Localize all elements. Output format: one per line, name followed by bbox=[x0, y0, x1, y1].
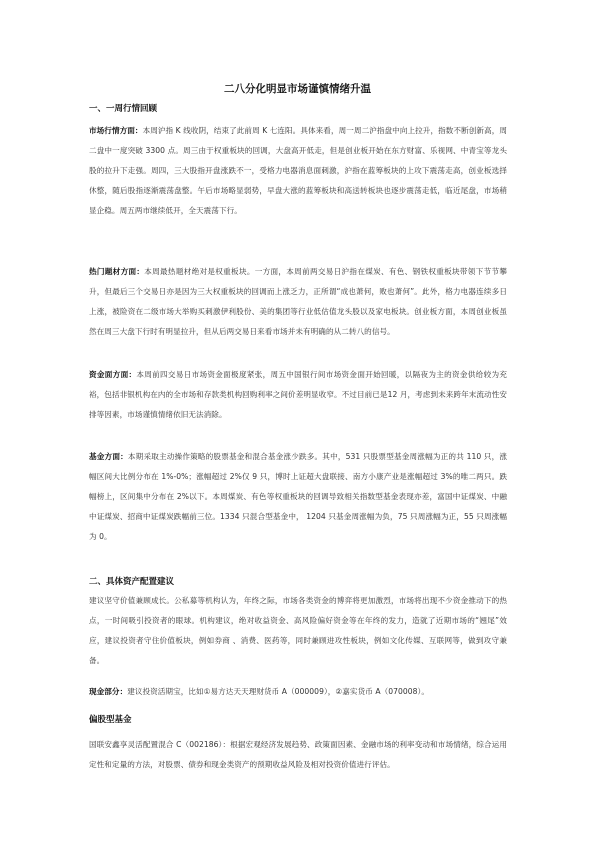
paragraph-lead-capital: 资金面方面： bbox=[89, 370, 137, 379]
paragraph-hot-topics bbox=[89, 262, 507, 342]
paragraph-text-fund: 本期采取主动操作策略的股票基金和混合基金涨少跌多。其中，531 只股票型基金周涨幅为正的共 110 只，涨幅区间大比例分布在 1%-0%；涨幅超过 2%仅 9 只，博时上证超大盘联接、南方小康产业是涨幅超过 3%的唯二两只。跌幅榜上，区间集中分布在 2%以下。本周煤炭、有色等权重板块的回调导致相关指数型基金表现亦差，富国中证煤炭、中融中证煤炭、招商中证煤炭跌幅前三位。1334 只混合型基金中， 1204 只基金周涨幅为负，75 只周涨幅为正，55 只周涨幅为 0。 bbox=[89, 452, 508, 541]
paragraph-cash bbox=[89, 682, 507, 702]
paragraph-equity-fund: 国联安鑫享灵活配置混合 C（002186）：根据宏观经济发展趋势、政策面因素、金融市场的利率变动和市场情绪，综合运用定性和定量的方法，对股票、债券和现金类资产的预期收益风险及相对投资价值进行评估。 bbox=[89, 740, 507, 769]
paragraph-market bbox=[89, 121, 507, 221]
paragraph-text-cash: 建议投资活期宝，比如①易方达天天理财货币 A（000009），②嘉实货币 A（070008）。 bbox=[127, 687, 429, 696]
paragraph-lead-market: 市场行情方面： bbox=[89, 126, 143, 135]
paragraph-lead-hot-topics: 热门题材方面： bbox=[89, 267, 145, 276]
paragraph-text-market: 本周沪指 K 线收阴，结束了此前周 K 七连阳。具体来看，周一周二沪指盘中向上拉升，指数不断创新高，周二盘中一度突破 3300 点。周三由于权重板块的回调，大盘高开低走，但是创业板开始在东方财富、乐视网、中青宝等龙头股的拉升下走强。周四，三大股指开盘涨跌不一，受格力电器消息面刺激，沪指在蓝筹板块的上攻下震荡走高，创业板选择休整，随后股指逐渐震荡盘整。午后市场略显弱势，早盘大涨的蓝筹板块和高送转板块也逐步震荡走低，临近尾盘，市场稍显企稳。周五两市继续低开，全天震荡下行。 bbox=[89, 126, 507, 215]
paragraph-lead-cash: 现金部分： bbox=[89, 687, 128, 696]
paragraph-allocation-intro: 建议坚守价值兼顾成长。公私募等机构认为，年终之际，市场各类资金的博弈将更加激烈，市场将出现不少资金推动下的热点，一时间吸引投资者的眼球。机构建议，绝对收益资金、高风险偏好资金等在年终的发力，造就了近期市场的“翘尾”效应，建议投资者守住价值板块，例如券商 、消费、医药等，同时兼顾进攻性板块，例如文化传媒、互联网等，做到攻守兼备。 bbox=[89, 596, 507, 665]
paragraph-capital bbox=[89, 365, 507, 425]
document-title: 二八分化明显市场谨慎情绪升温 bbox=[224, 83, 371, 95]
section-heading-weekly-review: 一、一周行情回顾 bbox=[89, 104, 158, 114]
subsection-heading-equity-fund: 偏股型基金 bbox=[89, 715, 132, 725]
paragraph-fund bbox=[89, 447, 507, 547]
paragraph-text-hot-topics: 本周最热题材绝对是权重板块。一方面，本周前两交易日沪指在煤炭、有色、钢铁权重板块带领下节节攀升，但最后三个交易日亦是因为三大权重板块的回调而上涨乏力，正所谓“成也萧何，败也萧何”。此外，格力电器连续多日上涨，被险资在二级市场大举购买刺激伊利股份、美的集团等行业低估值龙头股以及家电板块。创业板方面，本周创业板虽然在周三大盘下行时有明显拉升，但从后两交易日来看市场并未有明确的从二转八的信号。 bbox=[89, 267, 507, 336]
paragraph-lead-fund: 基金方面： bbox=[89, 452, 128, 461]
paragraph-text-capital: 本周前四交易日市场资金面极度紧张，周五中国银行间市场资金面开始回暖，以隔夜为主的资金供给较为充裕，包括非银机构在内的全市场和存款类机构回购利率之间价差明显收窄。不过目前已是12 月，考虑到未来跨年末流动性安排等因素，市场谨慎情绪依旧无法消除。 bbox=[89, 370, 507, 419]
section-heading-allocation: 二、具体资产配置建议 bbox=[89, 577, 175, 587]
